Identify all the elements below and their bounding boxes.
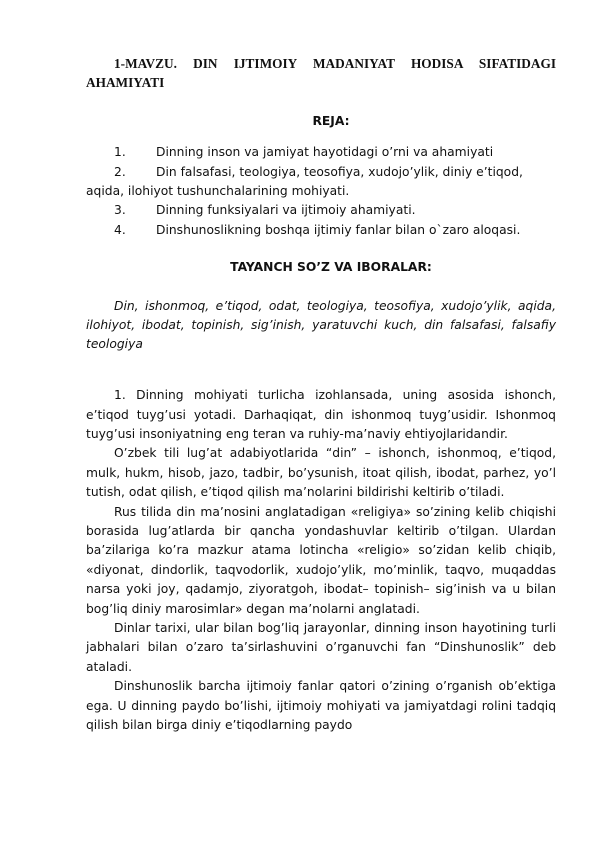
plan-heading: REJA: [312,113,350,128]
plan-item-number: 3. [114,203,126,218]
body-paragraph: 1. Dinning mohiyati turlicha izohlansada, uning asosida ishonch, e’tiqod tuyg’usi yotadi. Darhaqiqat, din ishonmoq tuyg’usidir. Ishonmoq tuyg’usi insoniyatning eng teran va ruhiy-ma’naviy ehtiyojlaridandir. [86,388,556,441]
plan-item-text: Dinshunoslikning boshqa ijtimiy fanlar bilan o`zaro aloqasi. [156,222,521,237]
plan-item [86,221,556,240]
plan-item [86,201,556,220]
plan-item-number: 1. [114,145,126,160]
plan-item-number: 2. [114,164,126,179]
plan-item-number: 4. [114,222,126,237]
plan-item-text: Dinning funksiyalari va ijtimoiy ahamiyati. [156,203,416,218]
keywords-paragraph: Din, ishonmoq, e’tiqod, odat, teologiya, teosofiya, xudojo’ylik, aqida, ilohiyot, ibodat, topinish, sig’inish, yaratuvchi kuch, din falsafasi, falsafiy teologiya [86,298,556,352]
plan-item [86,143,556,162]
keywords-heading: TAYANCH SO’Z VA IBORALAR: [230,260,432,275]
document-title: 1-MAVZU. DIN IJTIMOIY MADANIYAT HODISA SIFATIDAGI AHAMIYATI [86,56,556,91]
body-paragraph: Dinshunoslik barcha ijtimoiy fanlar qatori o’zining o’rganish ob’ektiga ega. U dinning paydo bo’lishi, ijtimoiy mohiyati va jamiyatdagi rolini tadqiq qilish bilan birga diniy e’tiqodlarning paydo [86,679,556,733]
body-paragraph: Rus tilida din ma’nosini anglatadigan «religiya» so’zining kelib chiqishi borasida lug’atlarda bir qancha yondashuvlar keltirib o’tilgan. Ulardan ba’zilariga ko’ra mazkur atama lotincha «religio» so’zidan kelib chiqib, «diyonat, dindorlik, taqvodorlik, xudojo’ylik, mo’minlik, taqvo, muqaddas narsa yoki joy, qadamjo, ziyoratgoh, ibodat– topinish– sig’inish va u bilan bog’liq diniy marosimlar» degan ma’nolarni anglatadi. [86,504,556,616]
body-paragraph: Dinlar tarixi, ular bilan bog’liq jarayonlar, dinning inson hayotining turli jabhalari bilan o’zaro ta’sirlashuvini o’rganuvchi fan “Dinshunoslik” deb ataladi. [86,621,556,674]
plan-list [86,143,556,240]
plan-item-continuation: aqida, ilohiyot tushunchalarining mohiyati. [86,184,350,199]
plan-item-text: Dinning inson va jamiyat hayotidagi o’rni va ahamiyati [156,145,494,160]
document-page [86,54,556,735]
plan-item-text: Din falsafasi, teologiya, teosofiya, xudojo’ylik, diniy e’tiqod, [156,164,523,179]
plan-item [86,163,556,182]
spacer [86,367,556,386]
body-paragraph: O’zbek tili lug’at adabiyotlarida “din” – ishonch, ishonmoq, e’tiqod, mulk, hukm, hisob, jazo, tadbir, bo’ysunish, itoat qilish, ibodat, parhez, yo’l tutish, odat qilish, e’tiqod qilish ma’nolarini bildirishi keltirib o’tiladi. [86,446,556,500]
